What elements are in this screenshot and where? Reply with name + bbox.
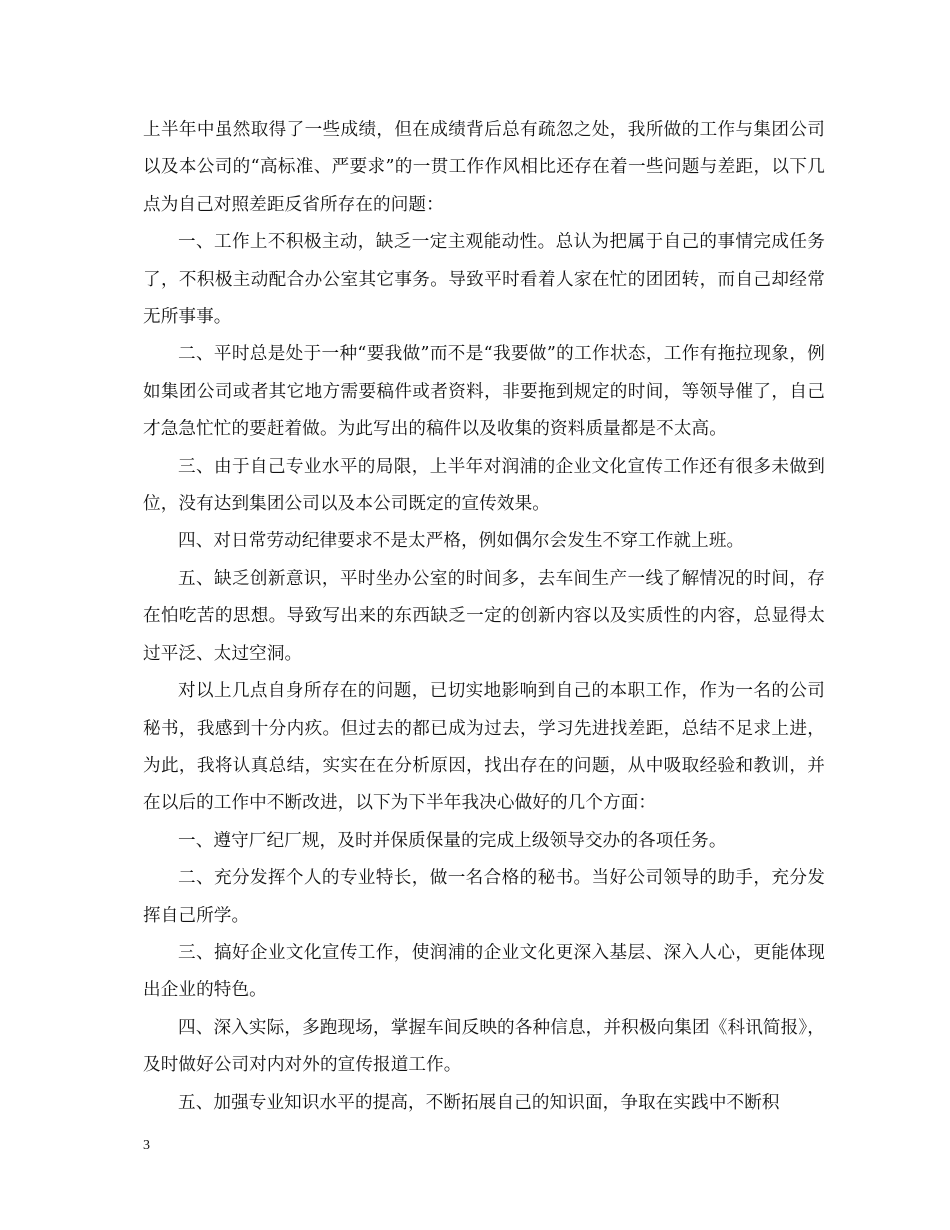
paragraph-problem-2: 二、平时总是处于一种“要我做”而不是“我要做”的工作状态，工作有拖拉现象，例如集团公司或者其它地方需要稿件或者资料，非要拖到规定的时间，等领导催了，自己才急急忙忙的要赶着做。为此写出的稿件以及收集的资料质量都是不太高。	[143, 344, 825, 440]
paragraph-plan-3: 三、搞好企业文化宣传工作，使润浦的企业文化更深入基层、深入人心，更能体现出企业的特色。	[143, 942, 825, 1001]
paragraph-plan-4: 四、深入实际，多跑现场，掌握车间反映的各种信息，并积极向集团《科讯简报》，及时做好公司对内对外的宣传报道工作。	[143, 1017, 825, 1076]
paragraph-reflection: 对以上几点自身所存在的问题，已切实地影响到自己的本职工作，作为一名的公司秘书，我感到十分内疚。但过去的都已成为过去，学习先进找差距，总结不足求上进，为此，我将认真总结，实实在在分析原因，找出存在的问题，从中吸取经验和教训，并在以后的工作中不断改进，以下为下半年我决心做好的几个方面：	[143, 681, 825, 814]
paragraph-plan-5: 五、加强专业知识水平的提高，不断拓展自己的知识面，争取在实践中不断积	[178, 1092, 780, 1113]
page-number: 3	[143, 1138, 150, 1153]
paragraph-problem-3: 三、由于自己专业水平的局限，上半年对润浦的企业文化宣传工作还有很多未做到位，没有达到集团公司以及本公司既定的宣传效果。	[143, 456, 825, 515]
paragraph-problem-1: 一、工作上不积极主动，缺乏一定主观能动性。总认为把属于自己的事情完成任务了，不积极主动配合办公室其它事务。导致平时看着人家在忙的团团转，而自己却经常无所事事。	[143, 232, 825, 328]
paragraph-plan-2: 二、充分发挥个人的专业特长，做一名合格的秘书。当好公司领导的助手，充分发挥自己所学。	[143, 868, 825, 926]
paragraph-problem-5: 五、缺乏创新意识，平时坐办公室的时间多，去车间生产一线了解情况的时间，存在怕吃苦的思想。导致写出来的东西缺乏一定的创新内容以及实质性的内容，总显得太过平泛、太过空洞。	[143, 568, 825, 664]
paragraph-problem-4: 四、对日常劳动纪律要求不是太严格，例如偶尔会发生不穿工作就上班。	[178, 531, 745, 552]
paragraph-plan-1: 一、遵守厂纪厂规，及时并保质保量的完成上级领导交办的各项任务。	[178, 830, 727, 851]
document-body	[143, 112, 825, 1122]
paragraph-intro: 上半年中虽然取得了一些成绩，但在成绩背后总有疏忽之处，我所做的工作与集团公司以及本公司的“高标准、严要求”的一贯工作作风相比还存在着一些问题与差距，以下几点为自己对照差距反省所存在的问题：	[143, 120, 825, 215]
